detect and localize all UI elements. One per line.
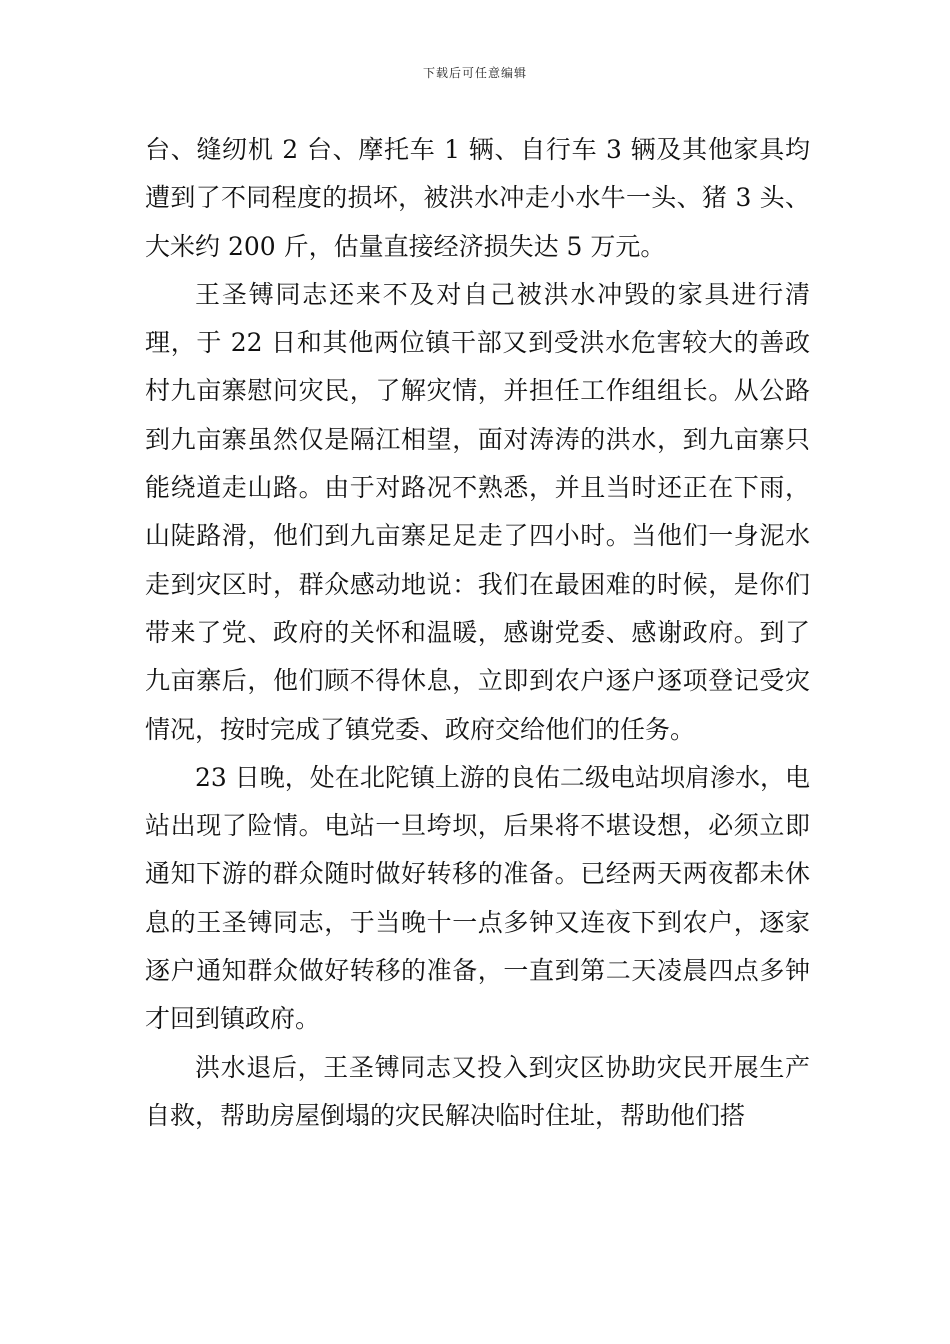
- paragraph: 23 日晚，处在北陀镇上游的良佑二级电站坝肩渗水，电站出现了险情。电站一旦垮坝，后果将不堪设想，必须立即通知下游的群众随时做好转移的准备。已经两天两夜都未休息的王圣镈同志，于当晚十一点多钟又连夜下到农户，逐家逐户通知群众做好转移的准备，一直到第二天凌晨四点多钟才回到镇政府。: [145, 762, 810, 1034]
- paragraph: 王圣镈同志还来不及对自己被洪水冲毁的家具进行清理，于 22 日和其他两位镇干部又到受洪水危害较大的善政村九亩寨慰问灾民，了解灾情，并担任工作组组长。从公路到九亩寨虽然仅是隔江相望，面对涛涛的洪水，到九亩寨只能绕道走山路。由于对路况不熟悉，并且当时还正在下雨，山陡路滑，他们到九亩寨足足走了四小时。当他们一身泥水走到灾区时，群众感动地说：我们在最困难的时候，是你们带来了党、政府的关怀和温暖，感谢党委、感谢政府。到了九亩寨后，他们顾不得休息，立即到农户逐户逐项登记受灾情况，按时完成了镇党委、政府交给他们的任务。: [145, 279, 810, 744]
- page-header: 下载后可任意编辑: [422, 66, 527, 80]
- document-body: [145, 126, 810, 1140]
- paragraph-continuation: 台、缝纫机 2 台、摩托车 1 辆、自行车 3 辆及其他家具均遭到了不同程度的损坏，被洪水冲走小水牛一头、猪 3 头、大米约 200 斤，估量直接经济损失达 5 万元。: [145, 135, 810, 261]
- paragraph: 洪水退后，王圣镈同志又投入到灾区协助灾民开展生产自救，帮助房屋倒塌的灾民解决临时住址，帮助他们搭: [145, 1052, 810, 1130]
